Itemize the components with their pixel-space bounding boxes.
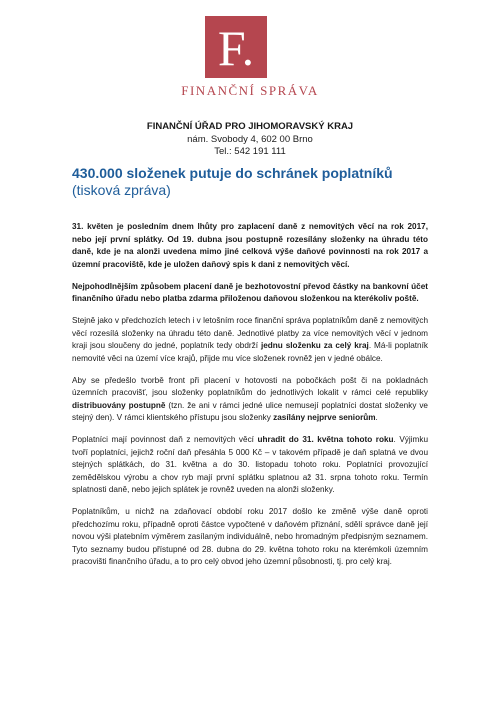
paragraph-2-text: Nejpohodlnějším způsobem placení daně je bezhotovostní převod částky na bankovní účet finančního úřadu nebo platba zdarma přiloženou daňovou složenkou na kterékoliv poště. xyxy=(72,281,428,303)
paragraph-5 xyxy=(72,434,428,497)
paragraph-3-text-c: . Má-li poplatník nemovité věci na území více krajů, přijde mu více složenek rovněž jen v jedné obálce. xyxy=(72,341,428,363)
paragraph-3 xyxy=(72,315,428,365)
logo-letter: F. xyxy=(217,20,255,76)
paragraph-4-text-a: Aby se předešlo tvorbě front při placení v hotovosti na pobočkách pošt či na pokladnách územních pracovišť, jsou složenky poplatníkům do jednotlivých lokalit v rámci celé republiky xyxy=(72,375,428,397)
headline-subtitle: (tisková zpráva) xyxy=(72,182,171,198)
office-phone: Tel.: 542 191 111 xyxy=(214,146,286,157)
paragraph-4-text-c: (tzn. že ani v rámci jedné ulice nemusejí poplatníci dostat složenky ve stejný den). V rámci klientského přístupu jsou složenky xyxy=(72,400,428,422)
paragraph-4-text-e: . xyxy=(375,413,378,422)
financni-sprava-logo xyxy=(205,16,267,78)
logo-caption: FINANČNÍ SPRÁVA xyxy=(181,83,319,98)
headline-title: 430.000 složenek putuje do schránek poplatníků xyxy=(72,165,393,181)
office-address: nám. Svobody 4, 602 00 Brno xyxy=(187,133,313,145)
paragraph-4 xyxy=(72,375,428,425)
paragraph-1 xyxy=(72,221,428,271)
paragraph-6 xyxy=(72,506,428,569)
paragraph-2 xyxy=(72,281,428,306)
office-header xyxy=(0,121,500,159)
paragraph-5-text-a: Poplatníci mají povinnost daň z nemovitých věcí xyxy=(72,435,258,444)
paragraph-5-text-c: . Výjimku tvoří poplatníci, jejichž roční daň přesáhla 5 000 Kč – v takovém případě je daň splatná ve dvou stejných splátkách, do 31. května a do 30. listopadu tohoto roku. Poplatníci provozující zemědělskou výrobu a chov ryb mají první splátku splatnou až 31. srpna tohoto roku. Termín splatnosti daně, nebo jejich splátek je rovněž uveden na alonži složenky. xyxy=(72,435,428,494)
paragraph-3-text-a: Stejně jako v předchozích letech i v letošním roce finanční správa poplatníkům daně z nemovitých věcí rozesílá složenky na úhradu této daně. Jednotlivé platby za více nemovitých věcí v jednom kraji jsou sloučeny do jedné, poplatník tedy obdrží xyxy=(72,316,428,350)
press-release-body xyxy=(72,221,428,578)
paragraph-6-text: Poplatníkům, u nichž na zdaňovací období roku 2017 došlo ke změně výše daně oproti předchozímu roku, případně oproti částce vypočtené v daňovém přiznání, sdělí správce daně její novou výši platebním výměrem zasílaným individuálně, nebo hromadným předpisným seznamem. Tyto seznamy budou přístupné od 28. dubna do 29. května tohoto roku na kterémkoli územním pracovišti finančního úřadu, a to pro celý obvod jeho územní působnosti, tj. pro celý kraj. xyxy=(72,507,428,566)
paragraph-3-emphasis: jednu složenku za celý kraj xyxy=(260,341,369,350)
paragraph-5-emphasis: uhradit do 31. května tohoto roku xyxy=(257,435,394,444)
paragraph-1-text: 31. květen je posledním dnem lhůty pro zaplacení daně z nemovitých věcí na rok 2017, nebo její první splátky. Od 19. dubna jsou postupně rozesílány složenky na úhradu této daně, kde je na alonži uvedena mimo jiné celková výše daňové povinnosti na rok 2017 a územní pracoviště, kde je uložen daňový spis k dani z nemovitých věcí. xyxy=(72,222,428,269)
office-name: FINANČNÍ ÚŘAD PRO JIHOMORAVSKÝ KRAJ xyxy=(146,121,354,132)
paragraph-4-emphasis-1: distribuovány postupně xyxy=(72,400,166,410)
paragraph-4-emphasis-2: zasílány nejprve seniorům xyxy=(273,413,376,422)
press-release-headline xyxy=(72,165,393,199)
